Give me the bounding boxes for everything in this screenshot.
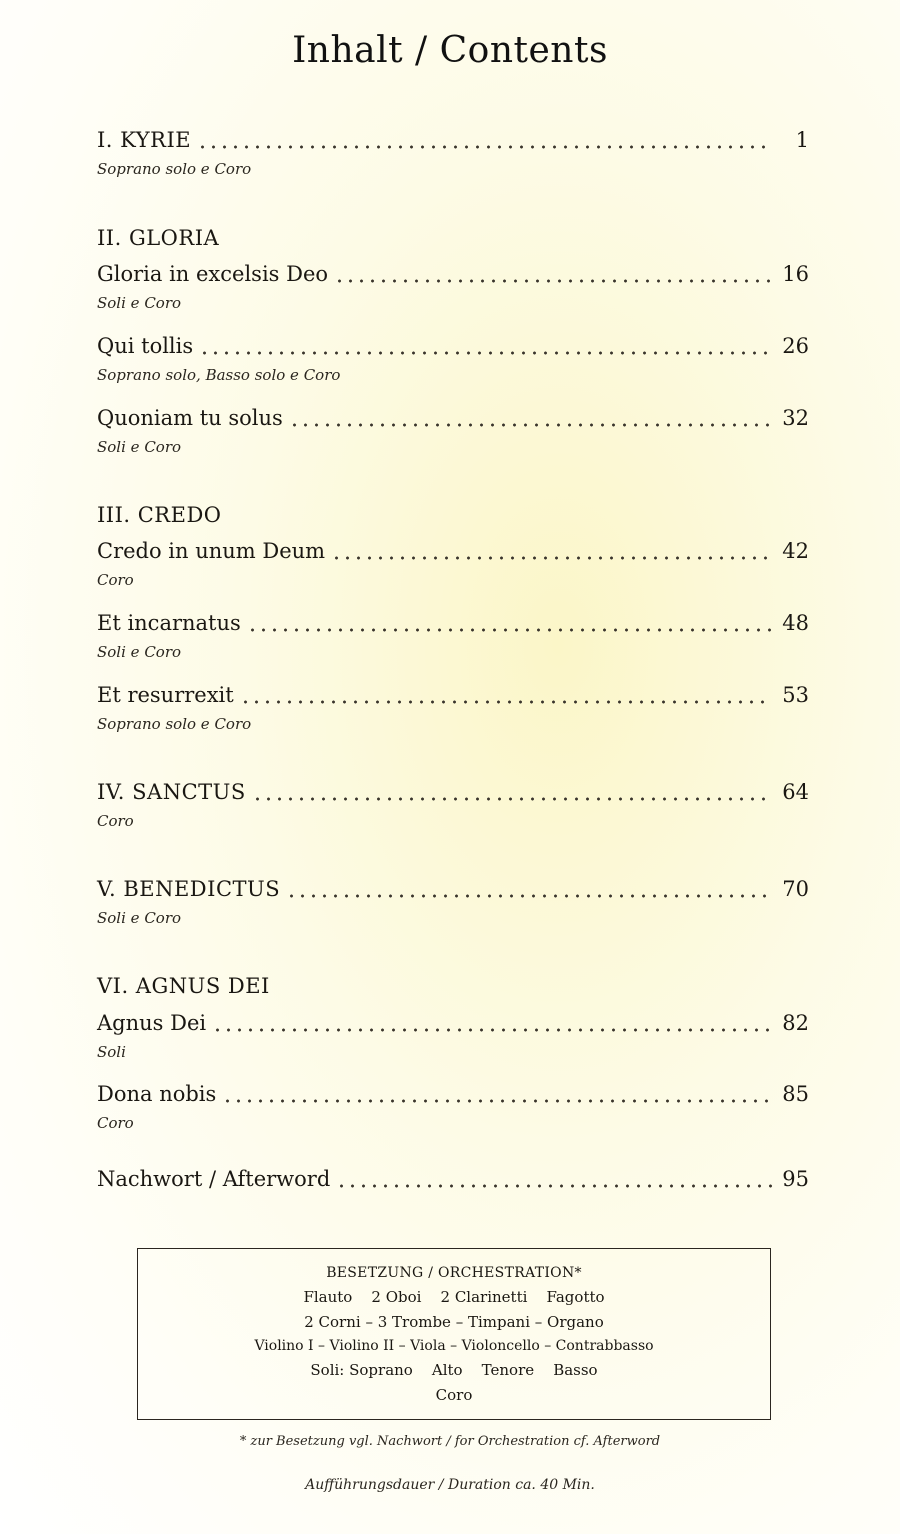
toc-section-heading: II. GLORIA [97, 226, 220, 250]
toc-entry-et-incarnatus[interactable] [97, 611, 809, 661]
dot-leader [286, 894, 772, 898]
dot-leader [222, 1099, 772, 1103]
dot-leader [240, 700, 773, 704]
toc-label: Et incarnatus [97, 611, 241, 635]
toc-label: V. BENEDICTUS [97, 877, 281, 901]
toc-page-number: 95 [782, 1167, 809, 1191]
toc-label: Et resurrexit [97, 683, 234, 707]
toc-section-gloria [97, 226, 809, 256]
toc-entry-quoniam[interactable] [97, 406, 809, 456]
orchestration-line: Violino I – Violino II – Viola – Violoncello – Contrabbasso [254, 1338, 654, 1354]
toc-label: Dona nobis [97, 1082, 217, 1106]
dot-leader [336, 1184, 772, 1188]
toc-scoring: Soprano solo e Coro [97, 715, 252, 733]
dot-leader [252, 797, 773, 801]
dot-leader [247, 628, 772, 632]
toc-scoring: Soli e Coro [97, 643, 182, 661]
duration-note: Aufführungsdauer / Duration ca. 40 Min. [305, 1477, 595, 1493]
toc-page-number: 32 [782, 406, 809, 430]
toc-label: Credo in unum Deum [97, 539, 326, 563]
orchestration-heading: BESETZUNG / ORCHESTRATION* [326, 1265, 582, 1281]
toc-entry-gloria-in-excelsis[interactable] [97, 262, 809, 312]
toc-scoring: Soli e Coro [97, 294, 182, 312]
toc-entry-et-resurrexit[interactable] [97, 683, 809, 733]
orchestration-line: Soli: Soprano Alto Tenore Basso [310, 1361, 598, 1379]
dot-leader [331, 556, 772, 560]
toc-label: I. KYRIE [97, 128, 192, 152]
toc-entry-benedictus[interactable] [97, 877, 809, 927]
dot-leader [212, 1028, 772, 1032]
toc-section-agnus-dei [97, 974, 809, 1004]
toc-page-number: 16 [782, 262, 809, 286]
orchestration-box [137, 1248, 771, 1420]
orchestration-line: 2 Corni – 3 Trombe – Timpani – Organo [304, 1313, 604, 1331]
toc-label: IV. SANCTUS [97, 780, 246, 804]
toc-label: Agnus Dei [97, 1011, 207, 1035]
toc-page-number: 85 [782, 1082, 809, 1106]
toc-label: Gloria in excelsis Deo [97, 262, 329, 286]
toc-scoring: Coro [97, 571, 134, 589]
toc-entry-afterword[interactable] [97, 1167, 809, 1197]
toc-scoring: Coro [97, 812, 134, 830]
toc-label: Nachwort / Afterword [97, 1167, 331, 1191]
toc-entry-sanctus[interactable] [97, 780, 809, 830]
toc-scoring: Soprano solo, Basso solo e Coro [97, 366, 341, 384]
orchestration-line: Coro [435, 1386, 473, 1404]
dot-leader [197, 145, 773, 149]
toc-page-number: 53 [782, 683, 809, 707]
page-title: Inhalt / Contents [292, 30, 608, 71]
toc-scoring: Soli e Coro [97, 438, 182, 456]
dot-leader [289, 423, 772, 427]
toc-page-number: 1 [795, 128, 809, 152]
orchestration-footnote: * zur Besetzung vgl. Nachwort / for Orchestration cf. Afterword [239, 1434, 661, 1449]
dot-leader [334, 279, 772, 283]
toc-entry-credo-in-unum[interactable] [97, 539, 809, 589]
toc-page-number: 48 [782, 611, 809, 635]
toc-page-number: 70 [782, 877, 809, 901]
toc-scoring: Coro [97, 1114, 134, 1132]
toc-page-number: 26 [782, 334, 809, 358]
toc-entry-dona-nobis[interactable] [97, 1082, 809, 1132]
toc-scoring: Soprano solo e Coro [97, 160, 252, 178]
toc-entry-qui-tollis[interactable] [97, 334, 809, 384]
orchestration-line: Flauto 2 Oboi 2 Clarinetti Fagotto [303, 1288, 605, 1306]
toc-label: Qui tollis [97, 334, 194, 358]
toc-scoring: Soli [97, 1043, 126, 1061]
toc-page-number: 82 [782, 1011, 809, 1035]
toc-entry-kyrie[interactable] [97, 128, 809, 178]
toc-entry-agnus-dei[interactable] [97, 1011, 809, 1061]
toc-page-number: 42 [782, 539, 809, 563]
dot-leader [199, 351, 772, 355]
toc-section-heading: VI. AGNUS DEI [97, 974, 270, 998]
toc-label: Quoniam tu solus [97, 406, 283, 430]
toc-section-heading: III. CREDO [97, 503, 222, 527]
toc-section-credo [97, 503, 809, 533]
toc-page-number: 64 [782, 780, 809, 804]
toc-scoring: Soli e Coro [97, 909, 182, 927]
